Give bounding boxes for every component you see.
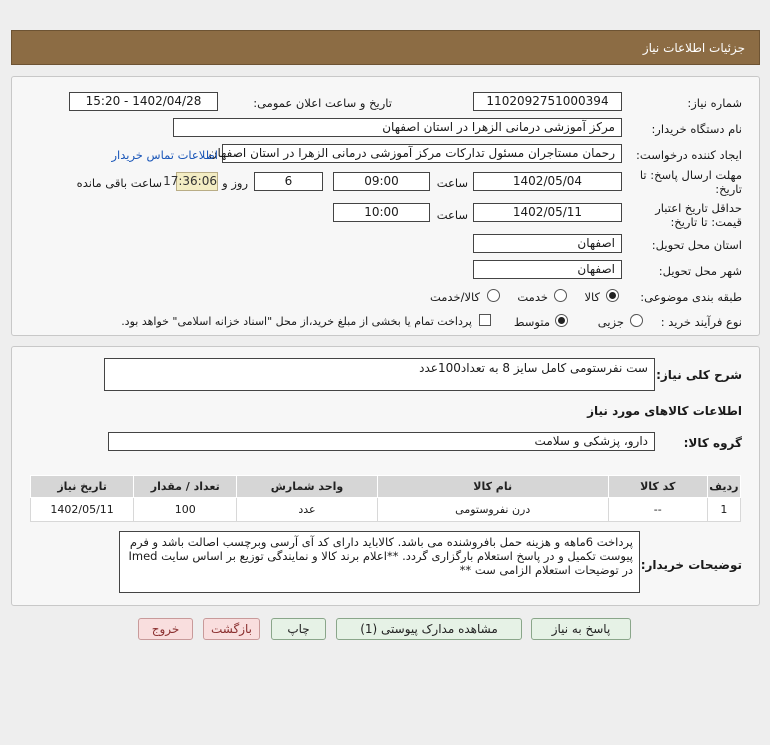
- category-radio-goods-service[interactable]: [487, 289, 500, 302]
- deadline-date-field: 1402/05/04: [473, 172, 622, 191]
- category-option-goods-service: کالا/خدمت: [429, 290, 480, 304]
- deadline-time-label: ساعت: [436, 176, 468, 190]
- buyer-notes-field: پرداخت 6ماهه و هزینه حمل بافروشنده می باشد. کالاباید دارای کد آی آرسی وبرچسب اصالت باشد و فرم پیوست تکمیل و در پاسخ استعلام بارگزاری گردد. **اعلام برند کالا و نمایندگی توزیع بر اساس سایت Imed در توضیحات استعلام الزامی ست **: [119, 531, 640, 593]
- remaining-label: ساعت باقی مانده: [76, 176, 162, 190]
- process-radio-medium[interactable]: [555, 314, 568, 327]
- validity-time-field: 10:00: [333, 203, 430, 222]
- validity-time-label: ساعت: [436, 208, 468, 222]
- city-field: اصفهان: [473, 260, 622, 279]
- payment-note: پرداخت تمام یا بخشی از مبلغ خرید،از محل "اسناد خزانه اسلامی" خواهد بود.: [121, 315, 472, 328]
- reply-button[interactable]: پاسخ به نیاز: [531, 618, 631, 640]
- deadline-time-field: 09:00: [333, 172, 430, 191]
- buyer-notes-label: توضیحات خریدار:: [640, 558, 742, 572]
- goods-group-field: دارو، پزشکی و سلامت: [108, 432, 655, 451]
- col-name: نام کالا: [377, 476, 608, 498]
- city-label: شهر محل تحویل:: [658, 264, 742, 278]
- col-code: کد کالا: [608, 476, 707, 498]
- goods-table: [30, 475, 741, 522]
- announce-label: تاریخ و ساعت اعلان عمومی:: [253, 96, 392, 110]
- process-label: نوع فرآیند خرید :: [660, 315, 742, 329]
- province-label: استان محل تحویل:: [651, 238, 742, 252]
- process-option-medium: متوسط: [513, 315, 550, 329]
- process-radio-minor[interactable]: [630, 314, 643, 327]
- buyer-org-label: نام دستگاه خریدار:: [651, 122, 742, 136]
- page-header: [11, 30, 760, 65]
- cell-need-date: 1402/05/11: [31, 498, 134, 522]
- back-button[interactable]: بازگشت: [203, 618, 260, 640]
- page-title: جزئیات اطلاعات نیاز: [642, 41, 745, 55]
- attachments-button[interactable]: مشاهده مدارک پیوستی (1): [336, 618, 522, 640]
- cell-name: درن نفروستومی: [377, 498, 608, 522]
- category-option-goods: کالا: [584, 290, 600, 304]
- col-row: ردیف: [707, 476, 740, 498]
- need-number-field: 1102092751000394: [473, 92, 622, 111]
- category-label: طبقه بندی موضوعی:: [640, 290, 742, 304]
- cell-quantity: 100: [134, 498, 237, 522]
- days-label: روز و: [222, 176, 248, 190]
- cell-row: 1: [707, 498, 740, 522]
- category-radio-service[interactable]: [554, 289, 567, 302]
- process-option-minor: جزیی: [597, 315, 624, 329]
- need-number-label: شماره نیاز:: [687, 96, 742, 110]
- exit-button[interactable]: خروج: [138, 618, 193, 640]
- col-need-date: تاریخ نیاز: [31, 476, 134, 498]
- summary-label: شرح کلی نیاز:: [656, 368, 742, 382]
- contact-buyer-link[interactable]: اطلاعات تماس خریدار: [111, 148, 218, 162]
- announce-field: 1402/04/28 - 15:20: [69, 92, 218, 111]
- cell-unit: عدد: [237, 498, 377, 522]
- validity-date-field: 1402/05/11: [473, 203, 622, 222]
- col-quantity: تعداد / مقدار: [134, 476, 237, 498]
- creator-field: رحمان مستاجران مسئول تدارکات مرکز آموزشی درمانی الزهرا در استان اصفهان: [222, 144, 622, 163]
- category-option-service: خدمت: [517, 290, 548, 304]
- print-button[interactable]: چاپ: [271, 618, 326, 640]
- col-unit: واحد شمارش: [237, 476, 377, 498]
- cell-code: --: [608, 498, 707, 522]
- days-field: 6: [254, 172, 323, 191]
- validity-label-date: قیمت: تا تاریخ:: [670, 215, 742, 229]
- province-field: اصفهان: [473, 234, 622, 253]
- treasury-payment-checkbox[interactable]: [479, 314, 491, 326]
- validity-label: حداقل تاریخ اعتبار: [655, 201, 742, 215]
- summary-field: ست نفرستومی کامل سایز 8 به تعداد100عدد: [104, 358, 655, 391]
- creator-label: ایجاد کننده درخواست:: [636, 148, 742, 162]
- goods-table-header: [31, 476, 741, 498]
- goods-group-label: گروه کالا:: [683, 436, 742, 450]
- buyer-org-field: مرکز آموزشی درمانی الزهرا در استان اصفهان: [173, 118, 622, 137]
- deadline-label: مهلت ارسال پاسخ: تا: [639, 168, 742, 182]
- deadline-label-date: تاریخ:: [715, 182, 742, 196]
- category-radio-goods[interactable]: [606, 289, 619, 302]
- remaining-time-field: 17:36:06: [176, 172, 218, 191]
- table-row: [31, 498, 741, 522]
- goods-info-title: اطلاعات کالاهای مورد نیاز: [587, 404, 742, 418]
